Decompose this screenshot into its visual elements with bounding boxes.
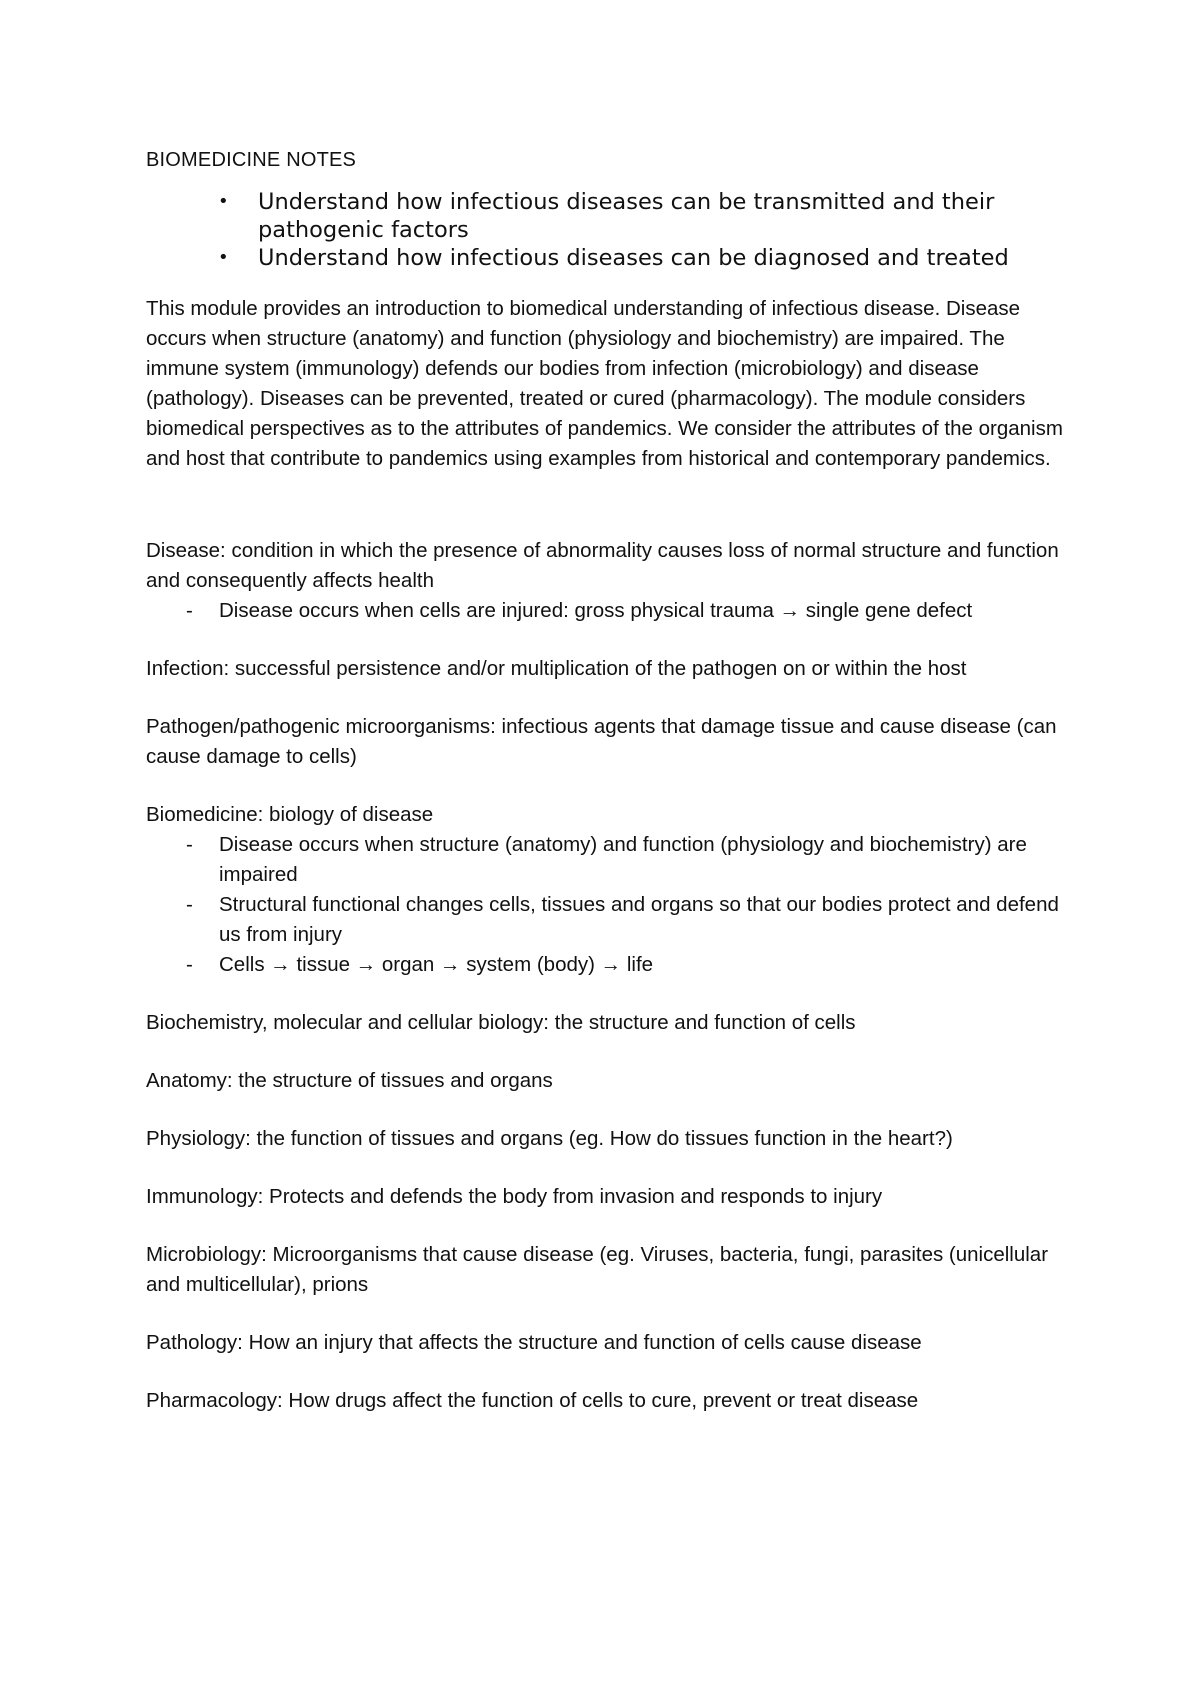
objective-item [146,244,1066,272]
definition-pathogen [146,712,1066,772]
definition-anatomy [146,1066,1066,1096]
definition-text: Biochemistry, molecular and cellular biology: the structure and function of cells [146,1011,856,1034]
definition-text: Pharmacology: How drugs affect the function of cells to cure, prevent or treat disease [146,1389,919,1412]
definition-text: Physiology: the function of tissues and organs (eg. How do tissues function in the heart?) [146,1127,953,1150]
sub-item-text: Structural functional changes cells, tissues and organs so that our bodies protect and defend us from injury [219,893,1059,946]
definition-text: Pathogen/pathogenic microorganisms: infectious agents that damage tissue and cause disease (can cause damage to cells) [146,715,1057,768]
definition-sublist [146,596,1066,626]
sub-item-text: Disease occurs when cells are injured: gross physical trauma → single gene defect [219,599,973,622]
sub-item-text: Cells → tissue → organ → system (body) → life [219,953,654,976]
objectives-list [146,188,1066,272]
objective-text: Understand how infectious diseases can be diagnosed and treated [258,245,1009,271]
bullet-icon: • [218,191,229,212]
dash-marker: - [186,599,193,622]
bullet-icon: • [218,247,229,268]
document-title: BIOMEDICINE NOTES [146,149,357,171]
dash-marker: - [186,893,193,916]
definition-pharmacology [146,1386,1066,1416]
definition-text: Disease: condition in which the presence of abnormality causes loss of normal structure and function and consequently affects health [146,539,1059,592]
objective-item [146,188,1066,244]
dash-marker: - [186,833,193,856]
sub-item [146,890,1066,950]
definition-text: Infection: successful persistence and/or multiplication of the pathogen on or within the host [146,657,967,680]
definition-biomedicine [146,800,1066,980]
module-intro-paragraph: This module provides an introduction to biomedical understanding of infectious disease. Disease occurs when structure (anatomy) and function (physiology and biochemistry) are impaired. The immune system (immunology) defends our bodies from infection (microbiology) and disease (pathology). Diseases can be prevented, treated or cured (pharmacology). The module considers biomedical perspectives as to the attributes of pandemics. We consider the attributes of the organism and host that contribute to pandemics using examples from historical and contemporary pandemics. [146,297,1063,470]
objective-text: Understand how infectious diseases can be transmitted and their pathogenic factors [258,189,995,243]
definition-text: Pathology: How an injury that affects the structure and function of cells cause disease [146,1331,922,1354]
definition-infection [146,654,1066,684]
sub-item [146,596,1066,626]
definition-physiology [146,1124,1066,1154]
definition-text: Biomedicine: biology of disease [146,803,434,826]
definition-immunology [146,1182,1066,1212]
sub-item-text: Disease occurs when structure (anatomy) and function (physiology and biochemistry) are impaired [219,833,1027,886]
sub-item [146,830,1066,890]
definition-pathology [146,1328,1066,1358]
dash-marker: - [186,953,193,976]
definition-microbiology [146,1240,1066,1300]
page-content [146,146,1066,1444]
definition-text: Microbiology: Microorganisms that cause disease (eg. Viruses, bacteria, fungi, parasites (unicellular and multicellular), prions [146,1243,1049,1296]
definition-sublist [146,830,1066,980]
definition-biochemistry [146,1008,1066,1038]
definition-disease [146,536,1066,626]
sub-item [146,950,1066,980]
definition-text: Immunology: Protects and defends the body from invasion and responds to injury [146,1185,883,1208]
definition-text: Anatomy: the structure of tissues and organs [146,1069,553,1092]
